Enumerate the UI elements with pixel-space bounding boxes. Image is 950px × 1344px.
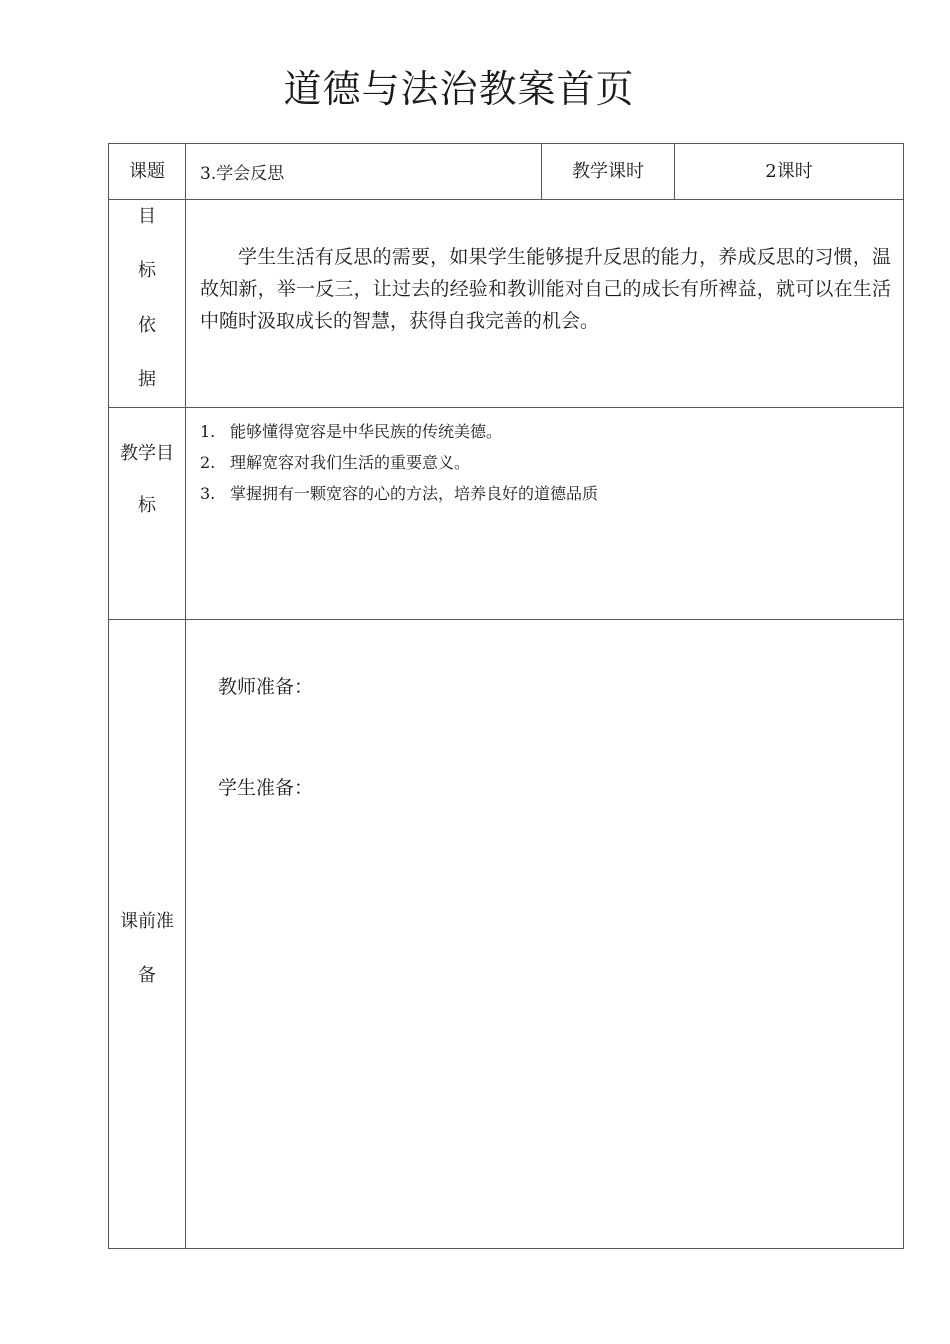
goals-label-cell [109,408,186,620]
student-preparation: 学生准备： [218,777,314,799]
goals-content-cell [186,408,904,620]
goals-row [109,408,904,620]
lesson-plan-table [108,143,904,1249]
goal-number: 1. [200,422,216,441]
topic-label: 课题 [109,144,186,200]
goal-number: 2. [200,453,216,472]
teacher-preparation: 教师准备： [218,676,314,698]
goal-list [186,408,903,509]
preparation-label-cell [109,620,186,1249]
basis-label-cell [109,200,186,408]
page-title: 道德与法治教案首页 [283,67,635,111]
basis-label-char: 依 [138,314,156,336]
basis-text: 学生生活有反思的需要，如果学生能够提升反思的能力，养成反思的习惯，温故知新，举一反三，让过去的经验和教训能对自己的成长有所裨益，就可以在生活中随时汲取成长的智慧，获得自我完善的机会。 [200,245,891,332]
header-row [109,144,904,200]
goal-text: 理解宽容对我们生活的重要意义。 [230,453,471,472]
goal-number: 3. [200,484,216,503]
basis-content-cell [186,200,904,408]
goal-text: 掌握拥有一颗宽容的心的方法，培养良好的道德品质 [230,484,599,503]
basis-label [109,206,185,391]
basis-label-char: 目 [138,206,156,227]
goal-text: 能够懂得宽容是中华民族的传统美德。 [230,422,503,441]
hours-label: 教学课时 [542,144,675,200]
basis-row [109,200,904,408]
basis-label-char: 据 [138,369,156,391]
preparation-label: 课前准备 [120,911,174,986]
list-item [200,447,893,478]
hours-value: 2课时 [675,144,904,200]
list-item [200,416,893,447]
goals-label: 教学目标 [120,442,174,516]
topic-value: 3.学会反思 [186,144,542,200]
list-item [200,478,893,509]
preparation-content-cell [186,620,904,1249]
preparation-row [109,620,904,1249]
basis-label-char: 标 [138,260,156,282]
